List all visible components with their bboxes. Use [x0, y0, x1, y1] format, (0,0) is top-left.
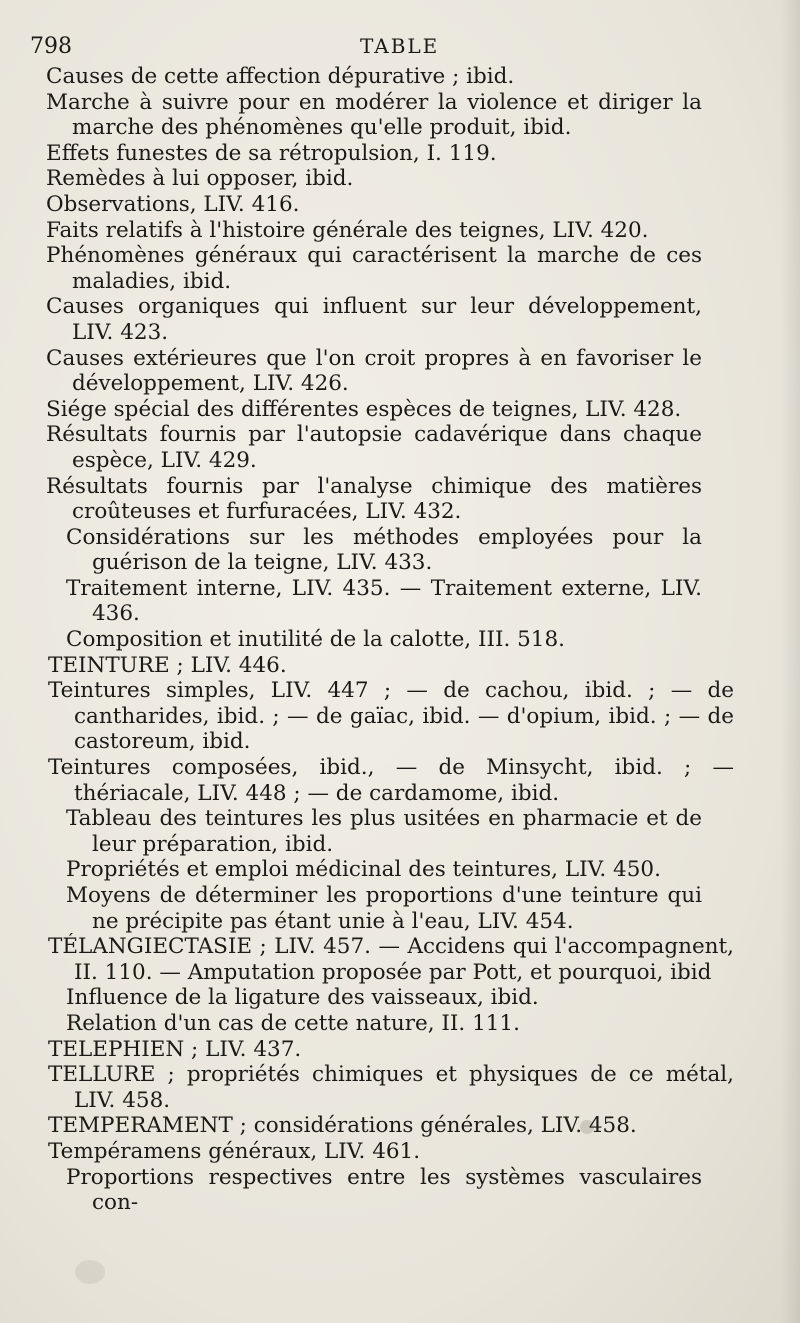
index-entry: Considérations sur les méthodes employées pour la guérison de la teigne, LIV. 433. [66, 524, 702, 576]
index-entry: Tempéramens généraux, LIV. 461. [48, 1138, 421, 1164]
index-entry: Composition et inutilité de la calotte, III. 518. [66, 627, 565, 653]
index-entry: Proportions respectives entre les systèmes vasculaires con- [66, 1164, 702, 1216]
index-entry: Phénomènes généraux qui caractérisent la marche de ces maladies, ibid. [46, 243, 702, 294]
running-head: TABLE [360, 34, 440, 58]
index-entry: Faits relatifs à l'histoire générale des teignes, LIV. 420. [46, 217, 649, 243]
index-entry: Causes extérieures que l'on croit propres à en favoriser le développement, LIV. 426. [46, 345, 702, 397]
index-entry: TEMPERAMENT ; considérations générales, LIV. 458. [48, 1113, 637, 1139]
index-entry: Siége spécial des différentes espèces de teignes, LIV. 428. [46, 396, 682, 422]
index-entry: Résultats fournis par l'autopsie cadavérique dans chaque espèce, LIV. 429. [46, 422, 702, 473]
index-entry: Teintures composées, ibid., — de Minsycht, ibid. ; — thériacale, LIV. 448 ; — de cardamome, ibid. [48, 755, 734, 806]
index-entry: Remèdes à lui opposer, ibid. [46, 166, 354, 192]
ink-spot [75, 1260, 105, 1284]
index-entry: Observations, LIV. 416. [46, 191, 300, 217]
page-number: 798 [30, 34, 72, 59]
index-entry: Résultats fournis par l'analyse chimique des matières croûteuses et furfuracées, LIV. 432. [46, 473, 702, 525]
index-entry: Teintures simples, LIV. 447 ; — de cachou, ibid. ; — de cantharides, ibid. ; — de gaïac, ibid. — d'opium, ibid. ; — de castoreum, ibid. [48, 678, 734, 755]
index-entry: Causes de cette affection dépurative ; ibid. [46, 64, 515, 89]
index-entry: TELLURE ; propriétés chimiques et physiques de ce métal, LIV. 458. [48, 1062, 734, 1113]
index-entry: Tableau des teintures les plus usitées en pharmacie et de leur préparation, ibid. [66, 806, 702, 857]
index-entry: Propriétés et emploi médicinal des teintures, LIV. 450. [66, 857, 661, 883]
index-entry: Moyens de déterminer les proportions d'une teinture qui ne précipite pas étant unie à l'eau, LIV. 454. [66, 883, 702, 934]
index-entries [0, 64, 800, 1216]
index-entry: Traitement interne, LIV. 435. — Traitement externe, LIV. 436. [66, 575, 702, 627]
index-entry: Marche à suivre pour en modérer la violence et diriger la marche des phénomènes qu'elle produit, ibid. [46, 89, 702, 141]
index-entry: Relation d'un cas de cette nature, II. 111. [66, 1010, 520, 1036]
index-entry: TEINTURE ; LIV. 446. [48, 652, 287, 678]
index-entry: TÉLANGIECTASIE ; LIV. 457. — Accidens qui l'accompagnent, II. 110. — Amputation proposée par Pott, et pourquoi, ibid [48, 934, 734, 985]
index-entry: TELEPHIEN ; LIV. 437. [48, 1036, 302, 1062]
index-entry: Causes organiques qui influent sur leur développement, LIV. 423. [46, 294, 702, 345]
page-header [30, 34, 770, 64]
index-entry: Influence de la ligature des vaisseaux, ibid. [66, 985, 539, 1011]
index-entry: Effets funestes de sa rétropulsion, I. 119. [46, 140, 497, 166]
